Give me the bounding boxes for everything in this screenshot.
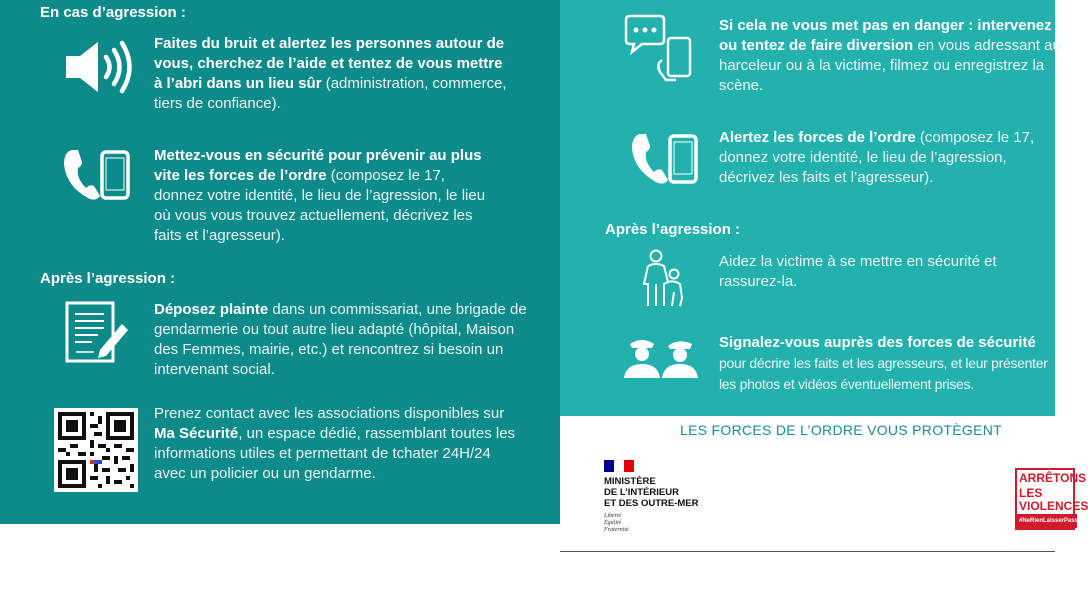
tip-file-complaint: Déposez plainte dans un commissariat, une brigade de gendarmerie ou tout autre lieu adapté (hôpital, Maison des Femmes, mairie, etc.) et rencontrez si besoin un intervenant social. [154, 301, 527, 378]
tip-alert-police-witness: Alertez les forces de l’ordre (composez le 17, donnez votre identité, le lieu de l’agression, décrivez les faits et l’agresseur). [719, 129, 1035, 186]
ministry-logo-text: MINISTÈRE DE L’INTÉRIEUR ET DES OUTRE-MER [604, 476, 699, 509]
speaker-icon [62, 38, 132, 96]
police-officers-icon [622, 336, 702, 380]
qr-code-icon[interactable] [54, 408, 138, 492]
right-panel [560, 0, 1061, 416]
republic-motto: Liberté Égalité Fraternité [604, 513, 629, 533]
phone-icon [62, 146, 134, 204]
section-heading-after: Après l’agression : [40, 270, 176, 287]
phone-icon-right [630, 130, 702, 188]
tip-report-security: Signalez-vous auprès des forces de sécurité pour décrire les faits et les agresseurs, et leur présenter les photos et vidéos éventuellement prises. [719, 334, 1048, 392]
footer [560, 416, 1088, 552]
footer-tagline: LES FORCES DE L’ORDRE VOUS PROTÈGENT [680, 422, 1002, 438]
left-panel [0, 0, 560, 524]
section-heading-during: En cas d’agression : [40, 4, 186, 21]
tip-alert-police: Mettez-vous en sécurité pour prévenir au plus vite les forces de l’ordre (composez le 17, donnez votre identité, le lieu de l’agression, le lieu où vous vous trouvez actuellement, décrivez les faits et l’agresseur). [154, 147, 486, 244]
chat-phone-icon [622, 14, 704, 86]
french-flag-icon [604, 460, 634, 472]
tip-intervene: Si cela ne vous met pas en danger : intervenez ou tentez de faire diversion en vous adressant au harceleur ou à la victime, filmez ou enregistrez la scène. [719, 17, 1061, 94]
tip-contact-associations: Prenez contact avec les associations disponibles sur Ma Sécurité, un espace dédié, rassemblant toutes les informations utiles et permettant de tchater 24H/24 avec un policier ou un gendarme. [154, 405, 516, 482]
stop-violence-badge: ARRÊTONS LES VIOLENCES #NeRienLaisserPasser [1015, 468, 1075, 530]
tip-make-noise: Faites du bruit et alertez les personnes autour de vous, cherchez de l’aide et tentez de vous mettre à l’abri dans un lieu sûr (administration, commerce, tiers de confiance). [154, 35, 507, 112]
document-pen-icon [64, 300, 130, 364]
helping-person-icon [638, 248, 688, 312]
section-heading-after-witness: Après l’agression : [605, 221, 741, 238]
tip-help-victim: Aidez la victime à se mettre en sécurité et rassurez-la. [719, 253, 997, 290]
